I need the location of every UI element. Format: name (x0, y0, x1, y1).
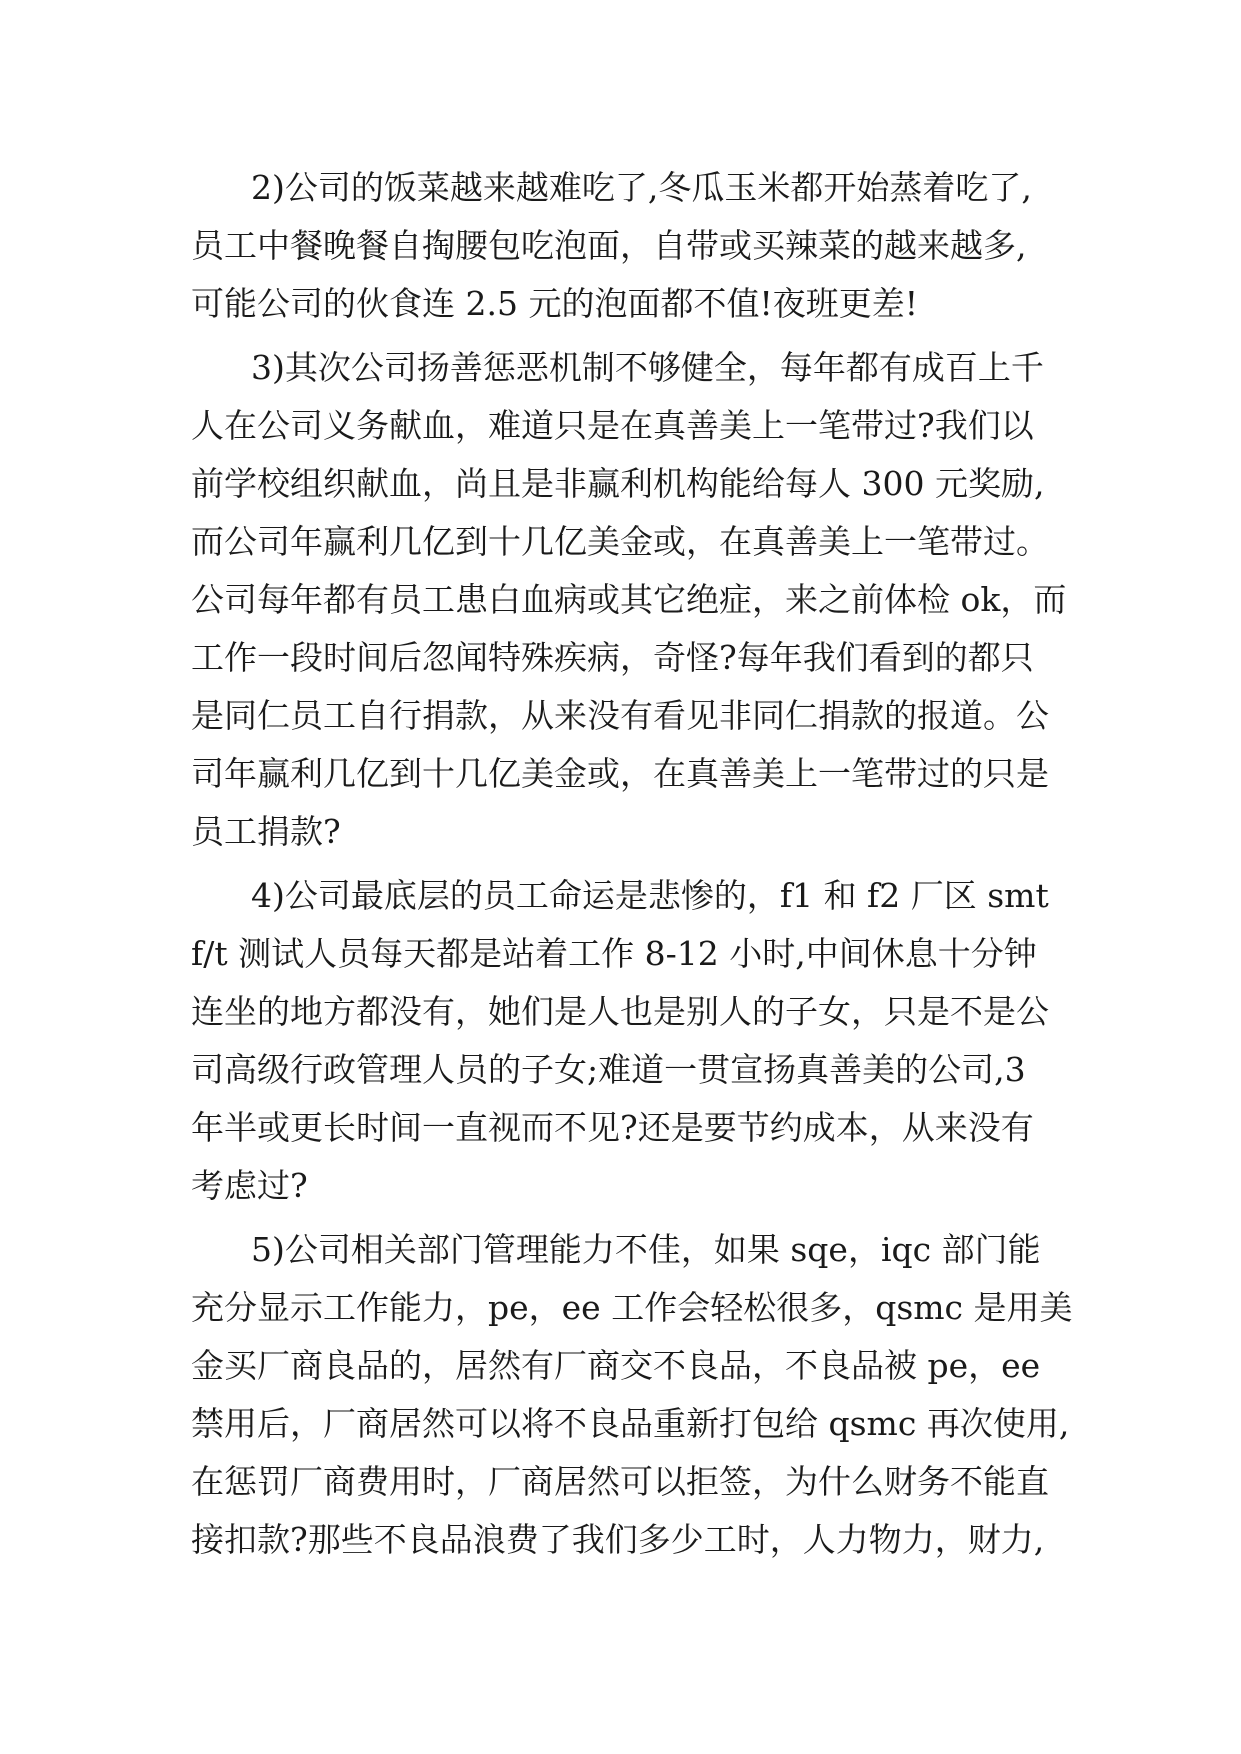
text-line: 而公司年赢利几亿到十几亿美金或，在真善美上一笔带过。 (191, 522, 1049, 561)
text-line: 考虑过? (191, 1166, 308, 1205)
text-line: f/t 测试人员每天都是站着工作 8-12 小时,中间休息十分钟 (191, 934, 1037, 973)
text-line: 是同仁员工自行捐款，从来没有看见非同仁捐款的报道。公 (191, 696, 1049, 735)
text-line: 连坐的地方都没有，她们是人也是别人的子女，只是不是公 (191, 992, 1049, 1031)
paragraph-4 (191, 867, 1071, 1215)
text-line: 3)其次公司扬善惩恶机制不够健全，每年都有成百上千 (251, 348, 1044, 387)
text-line: 前学校组织献血，尚且是非赢利机构能给每人 300 元奖励, (191, 464, 1045, 503)
paragraph-2 (191, 159, 1071, 333)
text-line: 可能公司的伙食连 2.5 元的泡面都不值!夜班更差! (191, 284, 918, 323)
text-line: 工作一段时间后忽闻特殊疾病，奇怪?每年我们看到的都只 (191, 638, 1034, 677)
text-line: 5)公司相关部门管理能力不佳，如果 sqe，iqc 部门能 (251, 1230, 1041, 1269)
text-line: 人在公司义务献血，难道只是在真善美上一笔带过?我们以 (191, 406, 1034, 445)
text-line: 4)公司最底层的员工命运是悲惨的，f1 和 f2 厂区 smt (251, 876, 1049, 915)
paragraph-3 (191, 339, 1071, 861)
text-line: 禁用后，厂商居然可以将不良品重新打包给 qsmc 再次使用, (191, 1404, 1070, 1443)
paragraph-5 (191, 1221, 1071, 1569)
text-line: 公司每年都有员工患白血病或其它绝症，来之前体检 ok，而 (191, 580, 1067, 619)
text-line: 充分显示工作能力，pe，ee 工作会轻松很多，qsmc 是用美 (191, 1288, 1073, 1327)
text-line: 在惩罚厂商费用时，厂商居然可以拒签，为什么财务不能直 (191, 1462, 1049, 1501)
text-line: 2)公司的饭菜越来越难吃了,冬瓜玉米都开始蒸着吃了, (251, 168, 1032, 207)
text-line: 员工中餐晚餐自掏腰包吃泡面，自带或买辣菜的越来越多, (191, 226, 1027, 265)
text-line: 司年赢利几亿到十几亿美金或，在真善美上一笔带过的只是 (191, 754, 1049, 793)
document-body (191, 159, 1071, 1569)
text-line: 司高级行政管理人员的子女;难道一贯宣扬真善美的公司,3 (191, 1050, 1026, 1089)
text-line: 金买厂商良品的，居然有厂商交不良品，不良品被 pe，ee (191, 1346, 1041, 1385)
text-line: 年半或更长时间一直视而不见?还是要节约成本，从来没有 (191, 1108, 1034, 1147)
text-line: 员工捐款? (191, 812, 341, 851)
text-line: 接扣款?那些不良品浪费了我们多少工时，人力物力，财力, (191, 1520, 1045, 1559)
